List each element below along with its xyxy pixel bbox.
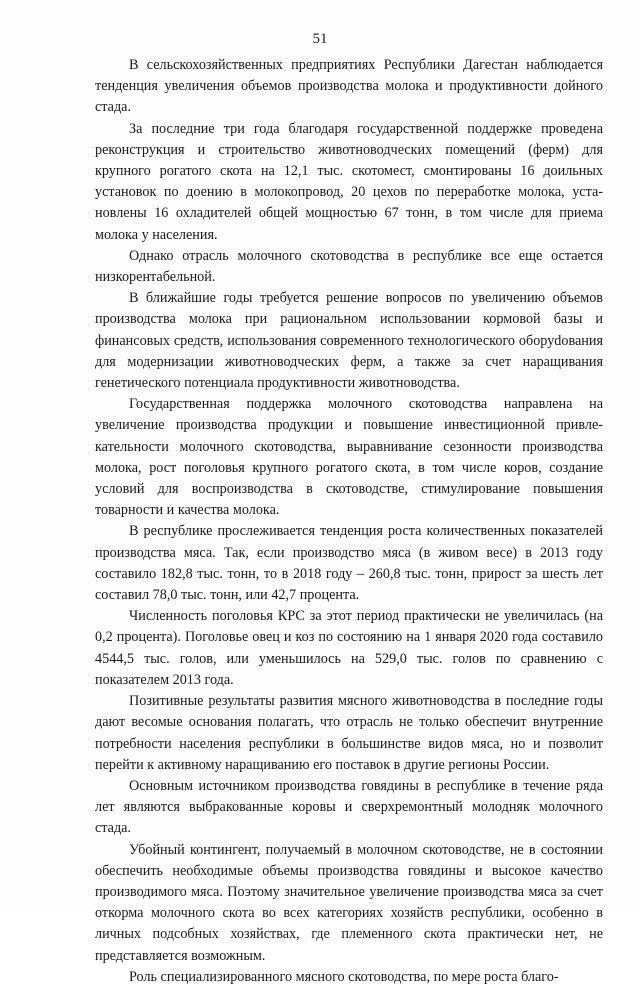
paragraph-5: Государственная поддержка молочного скотоводства направлена на увеличение производства продукции и повышение инвестиционной привлекательности молочного скотоводства, выравнивание сезонности производства молока, рост поголовья крупного рогатого скота, в том числе коров, создание условий для воспроизводства в скотоводстве, стимулирование повышения товарности и качества молока.: [95, 396, 603, 519]
paragraph-11: Роль специализированного мясного скотоводства, по мере роста благо-: [129, 968, 559, 985]
paragraph-8: Позитивные результаты развития мясного животноводства в последние годы дают весомые основания полагать, что отрасль не только обеспечит внутренние потребности населения республики в большинстве видов мяса, но и позволит перейти к активному наращиванию его поставок в другие регионы России.: [95, 693, 603, 773]
paragraph-10: Убойный контингент, получаемый в молочном скотоводстве, не в состоянии обеспечить необходимые объемы производства говядины и высокое качество производимого мяса. Поэтому значительное увеличение производства мяса за счет откорма молочного скота во всех категориях хозяйств республики, особенно в личных подсобных хозяйствах, где племенного скота практически нет, не представляется возможным.: [95, 841, 603, 964]
paragraph-7: Численность поголовья КРС за этот период практически не увеличилась (на 0,2 процента). Поголовье овец и коз по состоянию на 1 января 2020 года составило 4544,5 тыс. голов, или уменьшилось на 529,0 тыс. голов по сравнению с показателем 2013 года.: [95, 608, 603, 688]
paragraph-4: В ближайшие годы требуется решение вопросов по увеличению объемов производства молока при рациональном использовании кормовой базы и финансовых средств, использования современного технологического оборуdования для модернизации животноводческих ферм, а также за счет наращивания генетического потенциала продуктивности животноводства.: [95, 290, 603, 392]
body-text: [95, 55, 603, 988]
paragraph-9: Основным источником производства говядины в республике в течение ряда лет являются выбракованные коровы и сверхремонтный молодняк молочного стада.: [95, 777, 603, 837]
page-number: 51: [312, 31, 328, 47]
paragraph-2: За последние три года благодаря государственной поддержке проведена реконструкция и строительство животноводческих помещений (ферм) для крупного рогатого скота на 12,1 тыс. скотомест, смонтированы 16 доильных установок по доению в молокопровод, 20 цехов по переработке молока, установлены 16 охладителей общей мощностью 67 тонн, в том числе для приема молока у населения.: [95, 120, 603, 243]
paragraph-6: В республике прослеживается тенденция роста количественных показателей производства мяса. Так, если производство мяса (в живом весе) в 2013 году составило 182,8 тыс. тонн, то в 2018 году – 260,8 тыс. тонн, прирост за шесть лет составил 78,0 тыс. тонн, или 42,7 процента.: [95, 523, 603, 604]
paragraph-3: Однако отрасль молочного скотоводства в республике все еще остается низкорентабельной.: [95, 247, 603, 286]
paragraph-1: В сельскохозяйственных предприятиях Республики Дагестан наблюдается тенденция увеличения объемов производства молока и продуктивности дойного стада.: [95, 57, 603, 116]
